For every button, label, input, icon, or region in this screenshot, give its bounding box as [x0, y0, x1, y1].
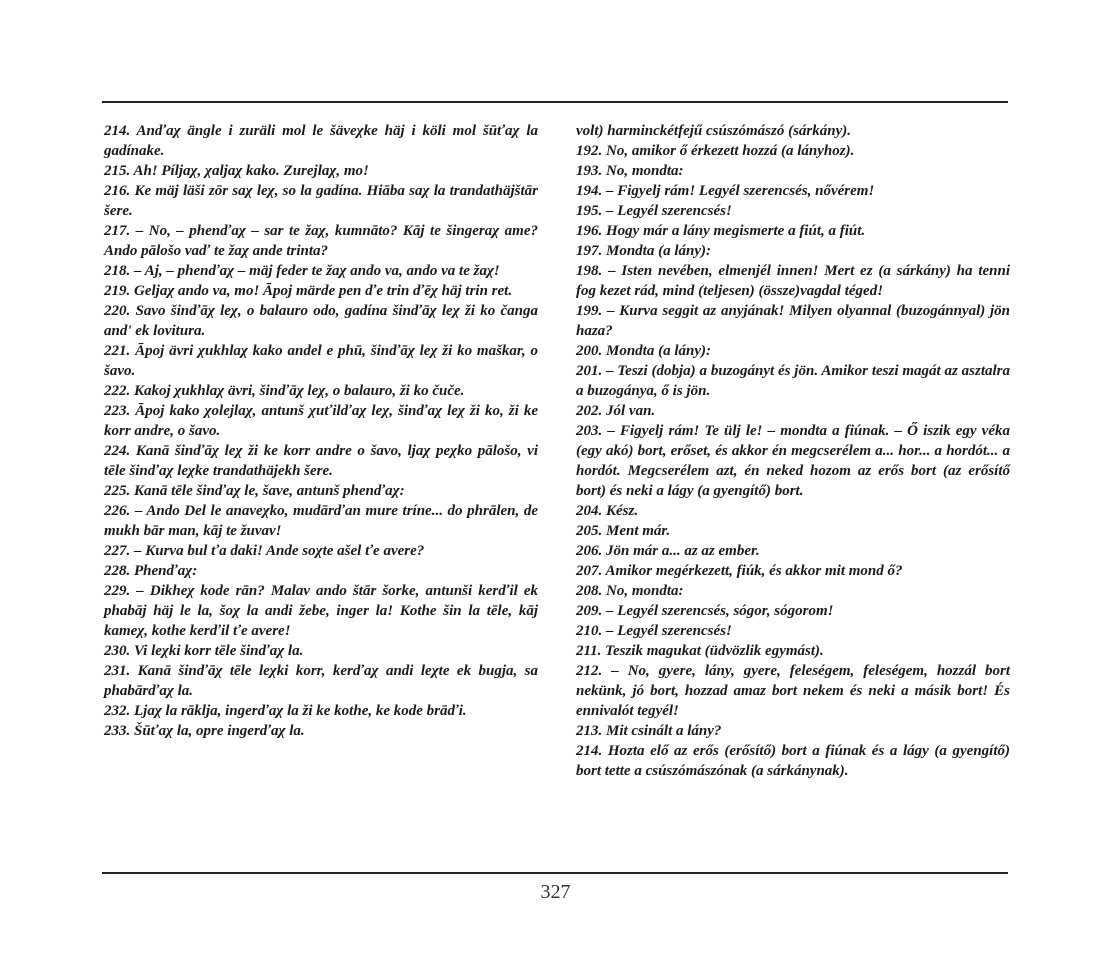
- romani-paragraph: 222. Kakoj χukhlaχ ävri, šinďāχ leχ, o balauro, ži ko čuče.: [104, 383, 465, 399]
- hungarian-paragraph: 208. No, mondta:: [576, 583, 684, 599]
- hungarian-paragraph: 214. Hozta elő az erős (erősítő) bort a fiúnak és a lágy (a gyengítő) bort tette a csúszómászónak (a sárkánynak).: [576, 743, 1010, 779]
- top-rule: [102, 101, 1008, 103]
- left-column-romani-text: [104, 121, 538, 741]
- romani-paragraph: 214. Anďaχ ängle i zuräli mol le šäveχke häj i köli mol šūťaχ la gadínake.: [104, 123, 538, 159]
- hungarian-paragraph: volt) harminckétfejű csúszómászó (sárkány).: [576, 123, 852, 139]
- hungarian-paragraph: 205. Ment már.: [576, 523, 671, 539]
- romani-paragraph: 224. Kanā šinďāχ leχ ži ke korr andre o šavo, ljaχ peχko pālošo, vi tēle šinďaχ leχke trandathäjekh šere.: [104, 443, 538, 479]
- romani-paragraph: 226. – Ando Del le anaveχko, mudārďan mure tríne... do phrālen, de mukh bār man, kāj te žuvav!: [104, 503, 538, 539]
- romani-paragraph: 220. Savo šinďāχ leχ, o balauro odo, gadína šinďāχ leχ ži ko čanga and' ek lovitura.: [104, 303, 538, 339]
- romani-paragraph: 215. Ah! Píljaχ, χaljaχ kako. Zurejlaχ, mo!: [104, 163, 369, 179]
- hungarian-paragraph: 210. – Legyél szerencsés!: [576, 623, 732, 639]
- hungarian-paragraph: 197. Mondta (a lány):: [576, 243, 711, 259]
- hungarian-paragraph: 199. – Kurva seggit az anyjának! Milyen olyannal (buzogánnyal) jön haza?: [576, 303, 1010, 339]
- hungarian-paragraph: 195. – Legyél szerencsés!: [576, 203, 732, 219]
- bottom-rule: [102, 872, 1008, 874]
- hungarian-paragraph: 194. – Figyelj rám! Legyél szerencsés, nővérem!: [576, 183, 875, 199]
- hungarian-paragraph: 209. – Legyél szerencsés, sógor, sógorom!: [576, 603, 834, 619]
- hungarian-paragraph: 203. – Figyelj rám! Te ülj le! – mondta a fiúnak. – Ő iszik egy véka (egy akó) bort, erőset, és akkor én megcserélem a... hor... a hordót... a hordót. Megcserélem azt, én neked hozom az erős bort (az erősítő bort) és neki a lágy (a gyengítő) bort.: [576, 423, 1010, 499]
- romani-paragraph: 232. Ljaχ la rāklja, ingerďaχ la ži ke kothe, ke kode brāďi.: [104, 703, 467, 719]
- romani-paragraph: 225. Kanā tēle šinďaχ le, šave, antunš phenďaχ:: [104, 483, 405, 499]
- romani-paragraph: 228. Phenďaχ:: [104, 563, 198, 579]
- romani-paragraph: 233. Šūťaχ la, opre ingerďaχ la.: [104, 723, 305, 739]
- page-number: 327: [540, 881, 571, 903]
- hungarian-paragraph: 206. Jön már a... az az ember.: [576, 543, 760, 559]
- hungarian-paragraph: 198. – Isten nevében, elmenjél innen! Mert ez (a sárkány) ha tenni fog kezet rád, mind (teljesen) (össze)vagdal téged!: [576, 263, 1010, 299]
- hungarian-paragraph: 196. Hogy már a lány megismerte a fiút, a fiút.: [576, 223, 866, 239]
- romani-paragraph: 219. Geljaχ ando va, mo! Āpoj märde pen ďe trin ďēχ häj trin ret.: [104, 283, 513, 299]
- romani-paragraph: 231. Kanā šinďāχ tēle leχki korr, kerďaχ andi leχte ek bugja, sa phabārďaχ la.: [104, 663, 538, 699]
- romani-paragraph: 229. – Dikheχ kode rān? Malav ando štār šorke, antunši kerďil ek phabāj häj le la, šoχ la andi žebe, inger la! Kothe šin la tēle, kāj kameχ, kothe kerďil ťe avere!: [104, 583, 538, 639]
- hungarian-paragraph: 212. – No, gyere, lány, gyere, feleségem, feleségem, hozzál bort nekünk, jó bort, hozzad amaz bort nekem és neki a másik bort! És ennivalót tegyél!: [576, 663, 1010, 719]
- hungarian-paragraph: 202. Jól van.: [576, 403, 656, 419]
- hungarian-paragraph: 201. – Teszi (dobja) a buzogányt és jön. Amikor teszi magát az asztalra a buzogánya, ő is jön.: [576, 363, 1010, 399]
- romani-paragraph: 230. Vi leχki korr tēle šinďaχ la.: [104, 643, 304, 659]
- romani-paragraph: 217. – No, – phenďaχ – sar te žaχ, kumnāto? Kāj te šingeraχ ame? Ando pālošo vaď te žaχ ande trinta?: [104, 223, 538, 259]
- romani-paragraph: 218. – Aj, – phenďaχ – mäj feder te žaχ ando va, ando va te žaχ!: [104, 263, 500, 279]
- hungarian-paragraph: 211. Teszik magukat (üdvözlik egymást).: [576, 643, 824, 659]
- romani-paragraph: 221. Āpoj ävri χukhlaχ kako andel e phū, šinďāχ leχ ži ko maškar, o šavo.: [104, 343, 538, 379]
- hungarian-paragraph: 193. No, mondta:: [576, 163, 684, 179]
- romani-paragraph: 216. Ke mäj läši zōr saχ leχ, so la gadína. Hiāba saχ la trandathäjštār šere.: [104, 183, 538, 219]
- romani-paragraph: 227. – Kurva bul ťa daki! Ande soχte ašel ťe avere?: [104, 543, 425, 559]
- hungarian-paragraph: 204. Kész.: [576, 503, 639, 519]
- hungarian-paragraph: 200. Mondta (a lány):: [576, 343, 711, 359]
- right-column-hungarian-text: [576, 121, 1010, 781]
- romani-paragraph: 223. Āpoj kako χolejlaχ, antunš χuťilďaχ leχ, šinďaχ leχ ži ko, ži ke korr andre, o šavo.: [104, 403, 538, 439]
- hungarian-paragraph: 207. Amikor megérkezett, fiúk, és akkor mit mond ő?: [576, 563, 903, 579]
- hungarian-paragraph: 192. No, amikor ő érkezett hozzá (a lányhoz).: [576, 143, 855, 159]
- hungarian-paragraph: 213. Mit csinált a lány?: [576, 723, 722, 739]
